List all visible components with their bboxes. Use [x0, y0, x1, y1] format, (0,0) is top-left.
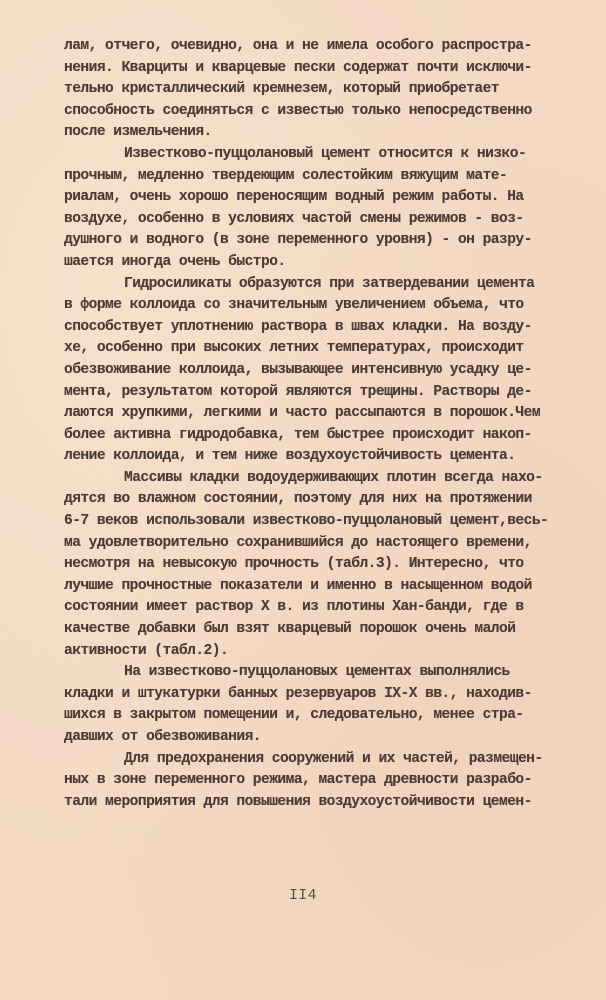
- text-line: после измельчения.: [64, 124, 212, 141]
- text-line: тельно кристаллический кремнезем, который приобретает: [64, 81, 500, 98]
- paragraph-start-line: На известково-пуццолановых цементах выполнялись: [124, 664, 510, 681]
- text-line: 6-7 веков использовали известково-пуццолановый цемент,весь-: [64, 513, 549, 530]
- text-line: шается иногда очень быстро.: [64, 253, 286, 270]
- text-line: несмотря на невысокую прочность (табл.3). Интересно, что: [64, 556, 524, 573]
- text-line: обезвоживание коллоида, вызывающее интенсивную усадку це-: [64, 361, 532, 378]
- text-line: состоянии имеет раствор X в. из плотины Хан-банди, где в: [64, 599, 524, 616]
- text-line: лаются хрупкими, легкими и часто рассыпаются в порошок.Чем: [64, 405, 541, 422]
- text-line: прочным, медленно твердеющим солестойким вяжущим мате-: [64, 167, 508, 184]
- text-line: способствует уплотнению раствора в швах кладки. На возду-: [64, 318, 532, 335]
- text-line: более активна гидродобавка, тем быстрее происходит накоп-: [64, 426, 532, 443]
- document-body: [64, 36, 584, 813]
- text-line: мента, результатом которой являются трещины. Растворы де-: [64, 383, 532, 400]
- page-number: II4: [289, 888, 317, 904]
- text-line: качестве добавки был взят кварцевый порошок очень малой: [64, 621, 516, 638]
- text-line: шихся в закрытом помещении и, следовательно, менее стра-: [64, 707, 524, 724]
- text-line: воздухе, особенно в условиях частой смены режимов - воз-: [64, 210, 524, 227]
- text-line: лучшие прочностные показатели и именно в насыщенном водой: [64, 577, 532, 594]
- paragraph-start-line: Гидросиликаты образуются при затвердевании цемента: [124, 275, 535, 292]
- paragraph-start-line: Массивы кладки водоудерживающих плотин всегда нахо-: [124, 469, 543, 486]
- text-line: активности (табл.2).: [64, 642, 229, 659]
- text-line: нения. Кварциты и кварцевые пески содержат почти исключи-: [64, 59, 532, 76]
- paragraph-start-line: Известково-пуццолановый цемент относится к низко-: [124, 145, 527, 162]
- text-line: в форме коллоида со значительным увеличением объема, что: [64, 297, 524, 314]
- text-line: ление коллоида, и тем ниже воздухоустойчивость цемента.: [64, 448, 516, 465]
- text-line: кладки и штукатурки банных резервуаров IX-X вв., находив-: [64, 685, 532, 702]
- text-line: давших от обезвоживания.: [64, 729, 261, 745]
- text-line: дятся во влажном состоянии, поэтому для них на протяжении: [64, 491, 532, 508]
- paragraph-start-line: Для предохранения сооружений и их частей, размещен-: [124, 750, 543, 767]
- text-line: лам, отчего, очевидно, она и не имела особого распростра-: [64, 38, 532, 54]
- text-line: ма удовлетворительно сохранившийся до настоящего времени,: [64, 534, 532, 551]
- text-line: риалам, очень хорошо переносящим водный режим работы. На: [64, 189, 524, 206]
- text-line: душного и водного (в зоне переменного уровня) - он разру-: [64, 232, 532, 249]
- text-line: способность соединяться с известью только непосредственно: [64, 102, 532, 119]
- text-line: тали мероприятия для повышения воздухоустойчивости цемен-: [64, 793, 532, 810]
- text-line: ных в зоне переменного режима, мастера древности разрабо-: [64, 772, 532, 789]
- text-line: хе, особенно при высоких летних температурах, происходит: [64, 340, 524, 357]
